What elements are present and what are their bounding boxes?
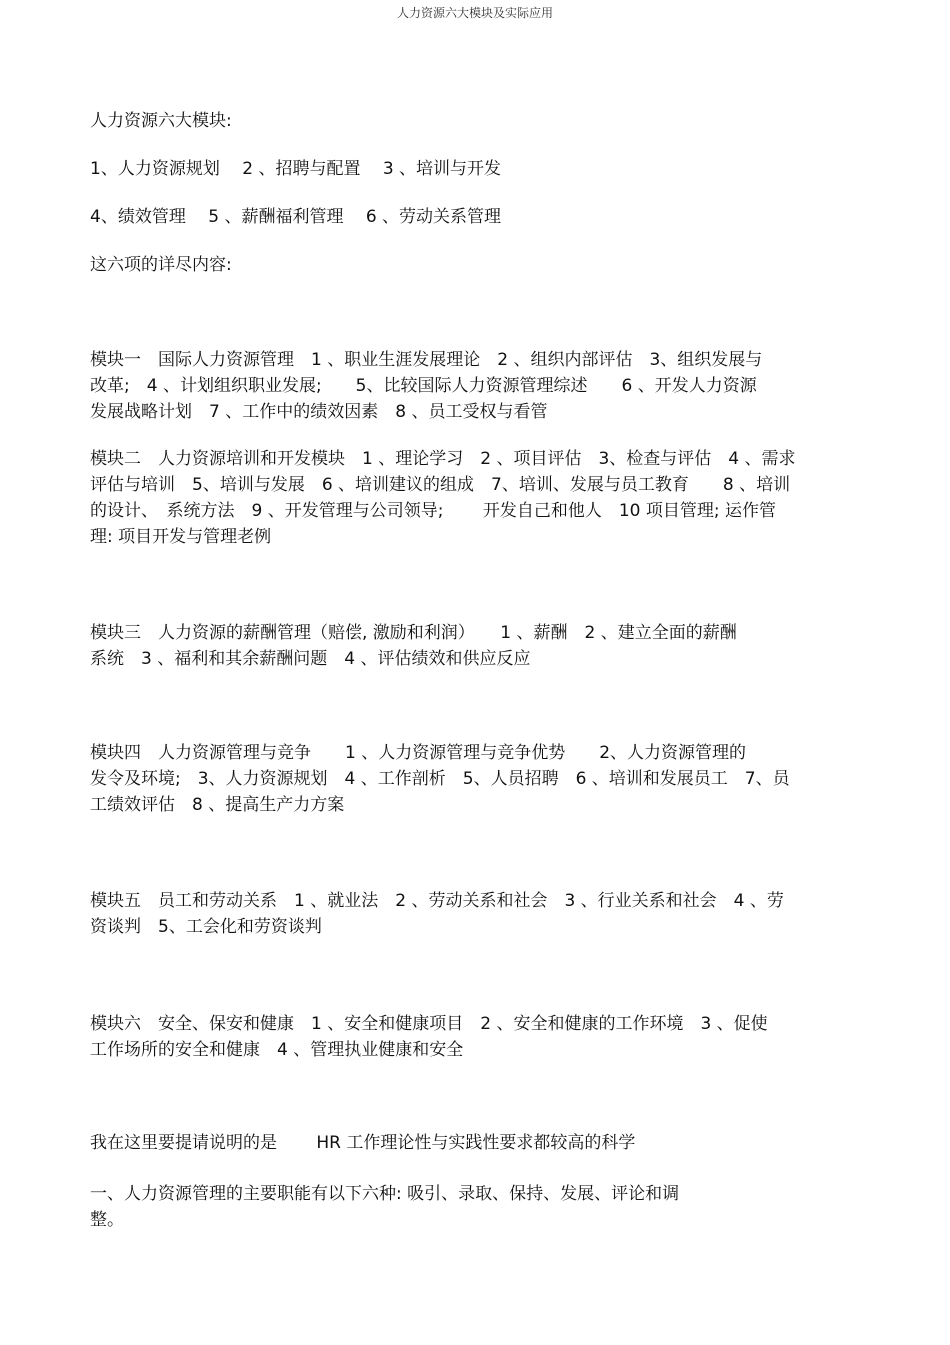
module-3-paragraph: 模块三 人力资源的薪酬管理（赔偿, 激励和利润） 1 、薪酬 2 、建立全面的薪酬 系统 3 、福利和其余薪酬问题 4 、评估绩效和供应反应 [90,623,737,669]
intro-modules-line-2: 4、绩效管理 5 、薪酬福利管理 6 、劳动关系管理 [90,207,502,227]
module-4-paragraph: 模块四 人力资源管理与竞争 1 、人力资源管理与竞争优势 2、人力资源管理的 发令及环境; 3、人力资源规划 4 、工作剖析 5、人员招聘 6 、培训和发展员工 7、员 工绩效评估 8 、提高生产力方案 [90,743,790,815]
details-heading: 这六项的详尽内容: [90,255,232,275]
module-2-paragraph: 模块二 人力资源培训和开发模块 1 、理论学习 2 、项目评估 3、检查与评估 4 、需求 评估与培训 5、培训与发展 6 、培训建议的组成 7、培训、发展与员工教育 8 、培训 的设计、 系统方法 9 、开发管理与公司领导; 开发自己和他人 10 项目管理; 运作管 理: 项目开发与管理老例 [90,449,796,547]
module-1-paragraph: 模块一 国际人力资源管理 1 、职业生涯发展理论 2 、组织内部评估 3、组织发展与 改革; 4 、计划组织职业发展; 5、比较国际人力资源管理综述 6 、开发人力资源 发展战略计划 7 、工作中的绩效因素 8 、员工受权与看管 [90,350,763,422]
intro-modules-line-1: 1、人力资源规划 2 、招聘与配置 3 、培训与开发 [90,159,502,179]
closing-note: 我在这里要提请说明的是 HR 工作理论性与实践性要求都较高的科学 [90,1133,636,1153]
page-header-title: 人力资源六大模块及实际应用 [396,6,553,20]
module-6-paragraph: 模块六 安全、保安和健康 1 、安全和健康项目 2 、安全和健康的工作环境 3 、促使 工作场所的安全和健康 4 、管理执业健康和安全 [90,1014,768,1060]
module-5-paragraph: 模块五 员工和劳动关系 1 、就业法 2 、劳动关系和社会 3 、行业关系和社会 4 、劳 资谈判 5、工会化和劳资谈判 [90,891,784,937]
intro-heading: 人力资源六大模块: [90,111,232,131]
hr-functions-paragraph: 一、人力资源管理的主要职能有以下六种: 吸引、录取、保持、发展、评论和调 整。 [90,1184,680,1230]
